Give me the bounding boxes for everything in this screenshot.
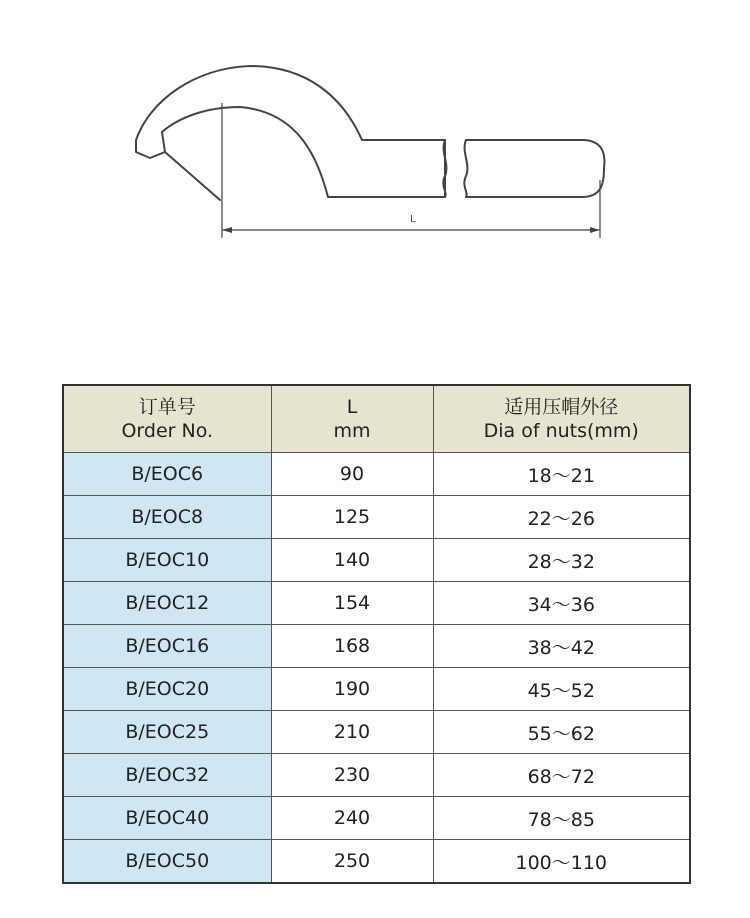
table-row (63, 625, 690, 668)
table-row (63, 754, 690, 797)
spec-table (62, 384, 691, 884)
order-cell: B/EOC8 (63, 496, 271, 539)
table-row (63, 539, 690, 582)
length-cell: 190 (271, 668, 433, 711)
header-dia-en: Dia of nuts(mm) (483, 420, 639, 442)
length-cell: 230 (271, 754, 433, 797)
length-cell: 125 (271, 496, 433, 539)
dimension-label: L (410, 214, 416, 225)
dimension-arrow-right (590, 227, 600, 233)
header-row (63, 385, 690, 453)
order-cell: B/EOC50 (63, 840, 271, 884)
order-cell: B/EOC32 (63, 754, 271, 797)
dimension-arrow-left (222, 227, 232, 233)
header-order-en: Order No. (121, 420, 214, 442)
table-row (63, 711, 690, 754)
table-row (63, 840, 690, 884)
break-mark-right (464, 140, 467, 197)
length-cell: 154 (271, 582, 433, 625)
order-cell: B/EOC40 (63, 797, 271, 840)
dia-cell: 18～21 (433, 453, 690, 496)
dia-cell: 78～85 (433, 797, 690, 840)
dia-cell: 45～52 (433, 668, 690, 711)
length-cell: 90 (271, 453, 433, 496)
header-dia (433, 385, 690, 453)
order-cell: B/EOC16 (63, 625, 271, 668)
dia-cell: 68～72 (433, 754, 690, 797)
table-row (63, 453, 690, 496)
table-row (63, 668, 690, 711)
tip-edge (165, 152, 220, 200)
table-row (63, 582, 690, 625)
header-order (63, 385, 271, 453)
dia-cell: 55～62 (433, 711, 690, 754)
header-order-zh: 订单号 (138, 396, 196, 418)
dia-cell: 38～42 (433, 625, 690, 668)
handle-outline (466, 140, 604, 197)
hook-wrench-diagram (0, 0, 750, 300)
order-cell: B/EOC10 (63, 539, 271, 582)
header-length-label: L (346, 396, 358, 418)
order-cell: B/EOC25 (63, 711, 271, 754)
length-cell: 168 (271, 625, 433, 668)
order-cell: B/EOC6 (63, 453, 271, 496)
table-row (63, 797, 690, 840)
dia-cell: 34～36 (433, 582, 690, 625)
length-cell: 210 (271, 711, 433, 754)
header-dia-zh: 适用压帽外径 (504, 396, 619, 418)
length-cell: 240 (271, 797, 433, 840)
length-cell: 140 (271, 539, 433, 582)
wrench-outline (136, 66, 445, 197)
header-length (271, 385, 433, 453)
dia-cell: 28～32 (433, 539, 690, 582)
dia-cell: 22～26 (433, 496, 690, 539)
table-row (63, 496, 690, 539)
order-cell: B/EOC20 (63, 668, 271, 711)
length-cell: 250 (271, 840, 433, 884)
dia-cell: 100～110 (433, 840, 690, 884)
header-length-unit: mm (333, 420, 371, 442)
order-cell: B/EOC12 (63, 582, 271, 625)
